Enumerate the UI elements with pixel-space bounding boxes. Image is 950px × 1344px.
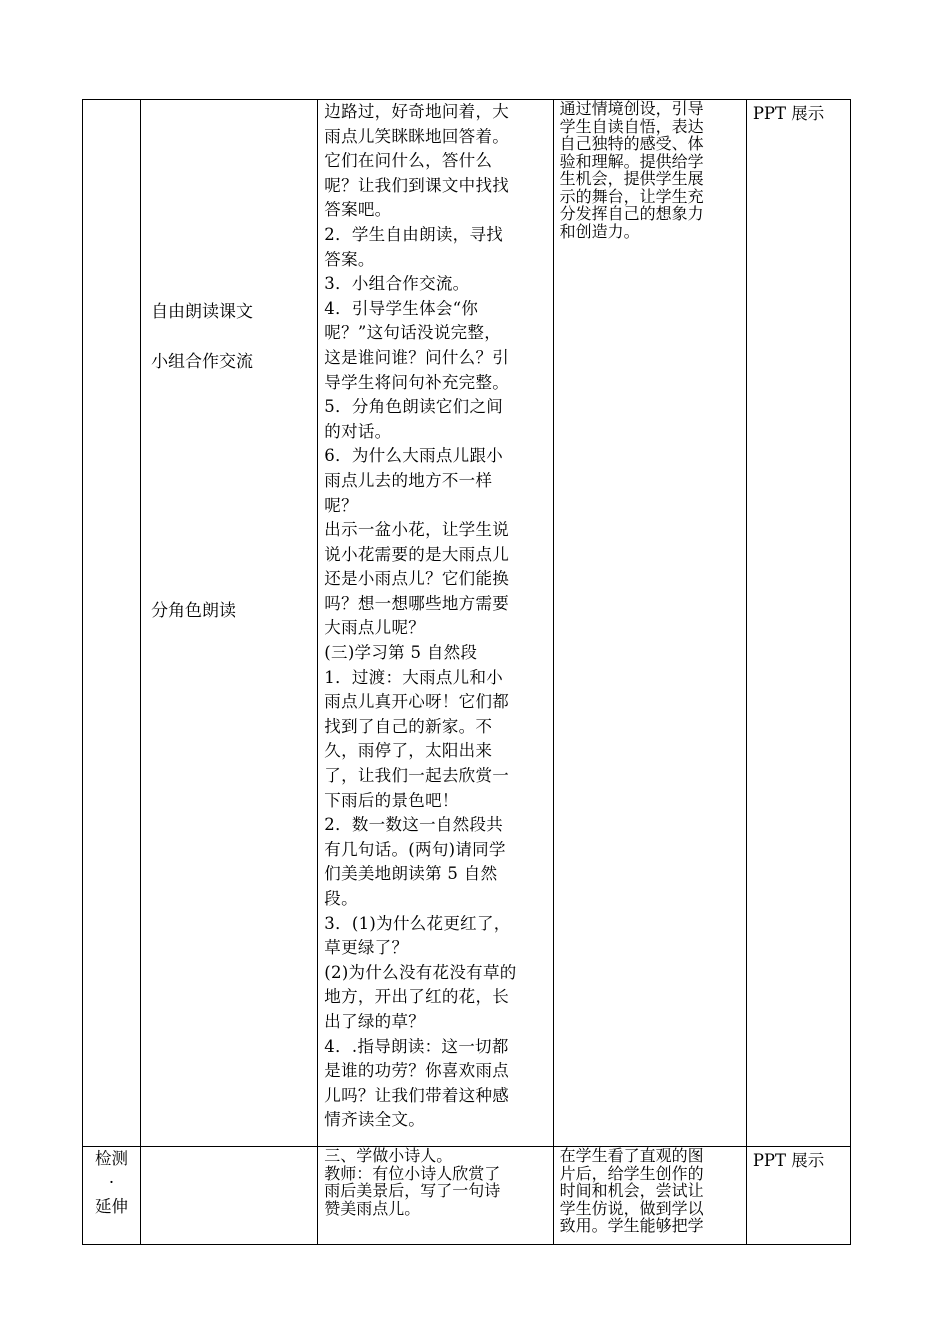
content-cell — [318, 1147, 553, 1245]
stage-cell — [83, 1147, 141, 1245]
text-line: 和创造力。 — [559, 221, 640, 241]
content-cell — [318, 100, 553, 1147]
text-line: 延伸 — [95, 1197, 129, 1216]
text-line: 说小花需要的是大雨点儿 — [324, 544, 510, 564]
text-line: 学生仿说，做到学以 — [559, 1198, 704, 1218]
stage-cell — [83, 100, 141, 1147]
text-line: 雨点儿真开心呀！它们都 — [324, 692, 510, 712]
text-line: 赞美雨点儿。 — [324, 1198, 421, 1218]
text-line: 呢？ — [324, 495, 358, 515]
text-line: 导学生将问句补充完整。 — [324, 372, 510, 392]
text-line: 4．引导学生体会“你 — [324, 298, 479, 318]
text-line: (三)学习第 5 自然段 — [324, 643, 478, 663]
text-line: 5．分角色朗读它们之间 — [324, 397, 504, 417]
media-cell: PPT 展示 — [746, 1147, 850, 1245]
text-line: 2．学生自由朗读，寻找 — [324, 224, 504, 244]
text-line: (2)为什么没有花没有草的 — [324, 962, 517, 982]
intent-cell — [553, 1147, 746, 1245]
text-line: 的对话。 — [324, 421, 392, 441]
text-line: 雨后美景后，写了一句诗 — [324, 1181, 501, 1200]
text-line: 久，雨停了，太阳出来 — [324, 741, 493, 761]
text-line: 通过情境创设，引导 — [559, 99, 704, 118]
text-line: 是谁的功劳？你喜欢雨点 — [324, 1061, 510, 1081]
text-line: 6．为什么大雨点儿跟小 — [324, 446, 504, 466]
text-line: 大雨点儿呢？ — [324, 618, 426, 638]
text-line: 时间和机会，尝试让 — [559, 1181, 704, 1200]
process-label: 自由朗读课文 — [151, 302, 254, 322]
text-line: 了，让我们一起去欣赏一 — [324, 766, 510, 786]
text-line: 教师：有位小诗人欣赏了 — [324, 1163, 501, 1183]
text-line: 2．数一数这一自然段共 — [324, 815, 504, 835]
text-line: 验和理解。提供给学 — [559, 151, 704, 171]
media-cell: PPT 展示 — [746, 100, 850, 1147]
text-line: 示的舞台，让学生充 — [559, 186, 704, 206]
process-label: 小组合作交流 — [151, 352, 254, 372]
text-line: 检测 — [95, 1149, 129, 1168]
text-line: 学生自读自悟，表达 — [559, 116, 704, 136]
table-row — [83, 100, 851, 1147]
text-line: 还是小雨点儿？它们能换 — [324, 569, 510, 589]
text-line: 段。 — [324, 889, 358, 908]
process-cell — [141, 1147, 318, 1245]
text-line: 出了绿的草？ — [324, 1011, 426, 1031]
text-line: 3．(1)为什么花更红了， — [324, 913, 511, 933]
text-line: 片后，给学生创作的 — [559, 1163, 704, 1183]
text-line: 三、学做小诗人。 — [324, 1146, 453, 1165]
text-line: 出示一盆小花，让学生说 — [324, 520, 510, 540]
text-line: 呢？让我们到课文中找找 — [324, 175, 510, 195]
text-line: 答案。 — [324, 249, 375, 269]
text-line: 雨点儿去的地方不一样 — [324, 470, 493, 490]
text-line: 有几句话。(两句)请同学 — [324, 839, 506, 859]
text-line: 分发挥自己的想象力 — [559, 204, 704, 223]
text-line: 雨点儿笑眯眯地回答着。 — [324, 126, 510, 146]
text-line: 致用。学生能够把学 — [559, 1216, 704, 1235]
text-line: 吗？想一想哪些地方需要 — [324, 593, 510, 613]
text-line: 答案吧。 — [324, 200, 392, 220]
text-line: 自己独特的感受、体 — [559, 134, 704, 153]
text-line: 在学生看了直观的图 — [559, 1146, 704, 1165]
text-line: 草更绿了？ — [324, 938, 409, 958]
text-line: 呢？”这句话没说完整， — [324, 323, 502, 343]
text-line: 1．过渡：大雨点儿和小 — [324, 667, 504, 687]
text-line: · — [108, 1173, 115, 1192]
text-line: 下雨后的景色吧！ — [324, 790, 459, 810]
text-line: 这是谁问谁？问什么？引 — [324, 347, 510, 367]
process-cell — [141, 100, 318, 1147]
text-line: 4．.指导朗读：这一切都 — [324, 1036, 509, 1056]
text-line: 生机会，提供学生展 — [559, 169, 704, 188]
text-line: 边路过，好奇地问着，大 — [324, 102, 510, 121]
text-line: 3．小组合作交流。 — [324, 274, 470, 294]
text-line: 们美美地朗读第 5 自然 — [324, 864, 498, 884]
text-line: 它们在问什么，答什么 — [324, 151, 493, 171]
text-line: 找到了自己的新家。不 — [324, 716, 493, 736]
text-line: 地方，开出了红的花，长 — [324, 987, 510, 1007]
lesson-plan-table — [82, 99, 851, 1245]
process-label: 分角色朗读 — [151, 601, 237, 621]
text-line: 情齐读全文。 — [324, 1110, 426, 1130]
text-line: 儿吗？让我们带着这种感 — [324, 1085, 510, 1105]
intent-cell — [553, 100, 746, 1147]
table-row — [83, 1147, 851, 1245]
